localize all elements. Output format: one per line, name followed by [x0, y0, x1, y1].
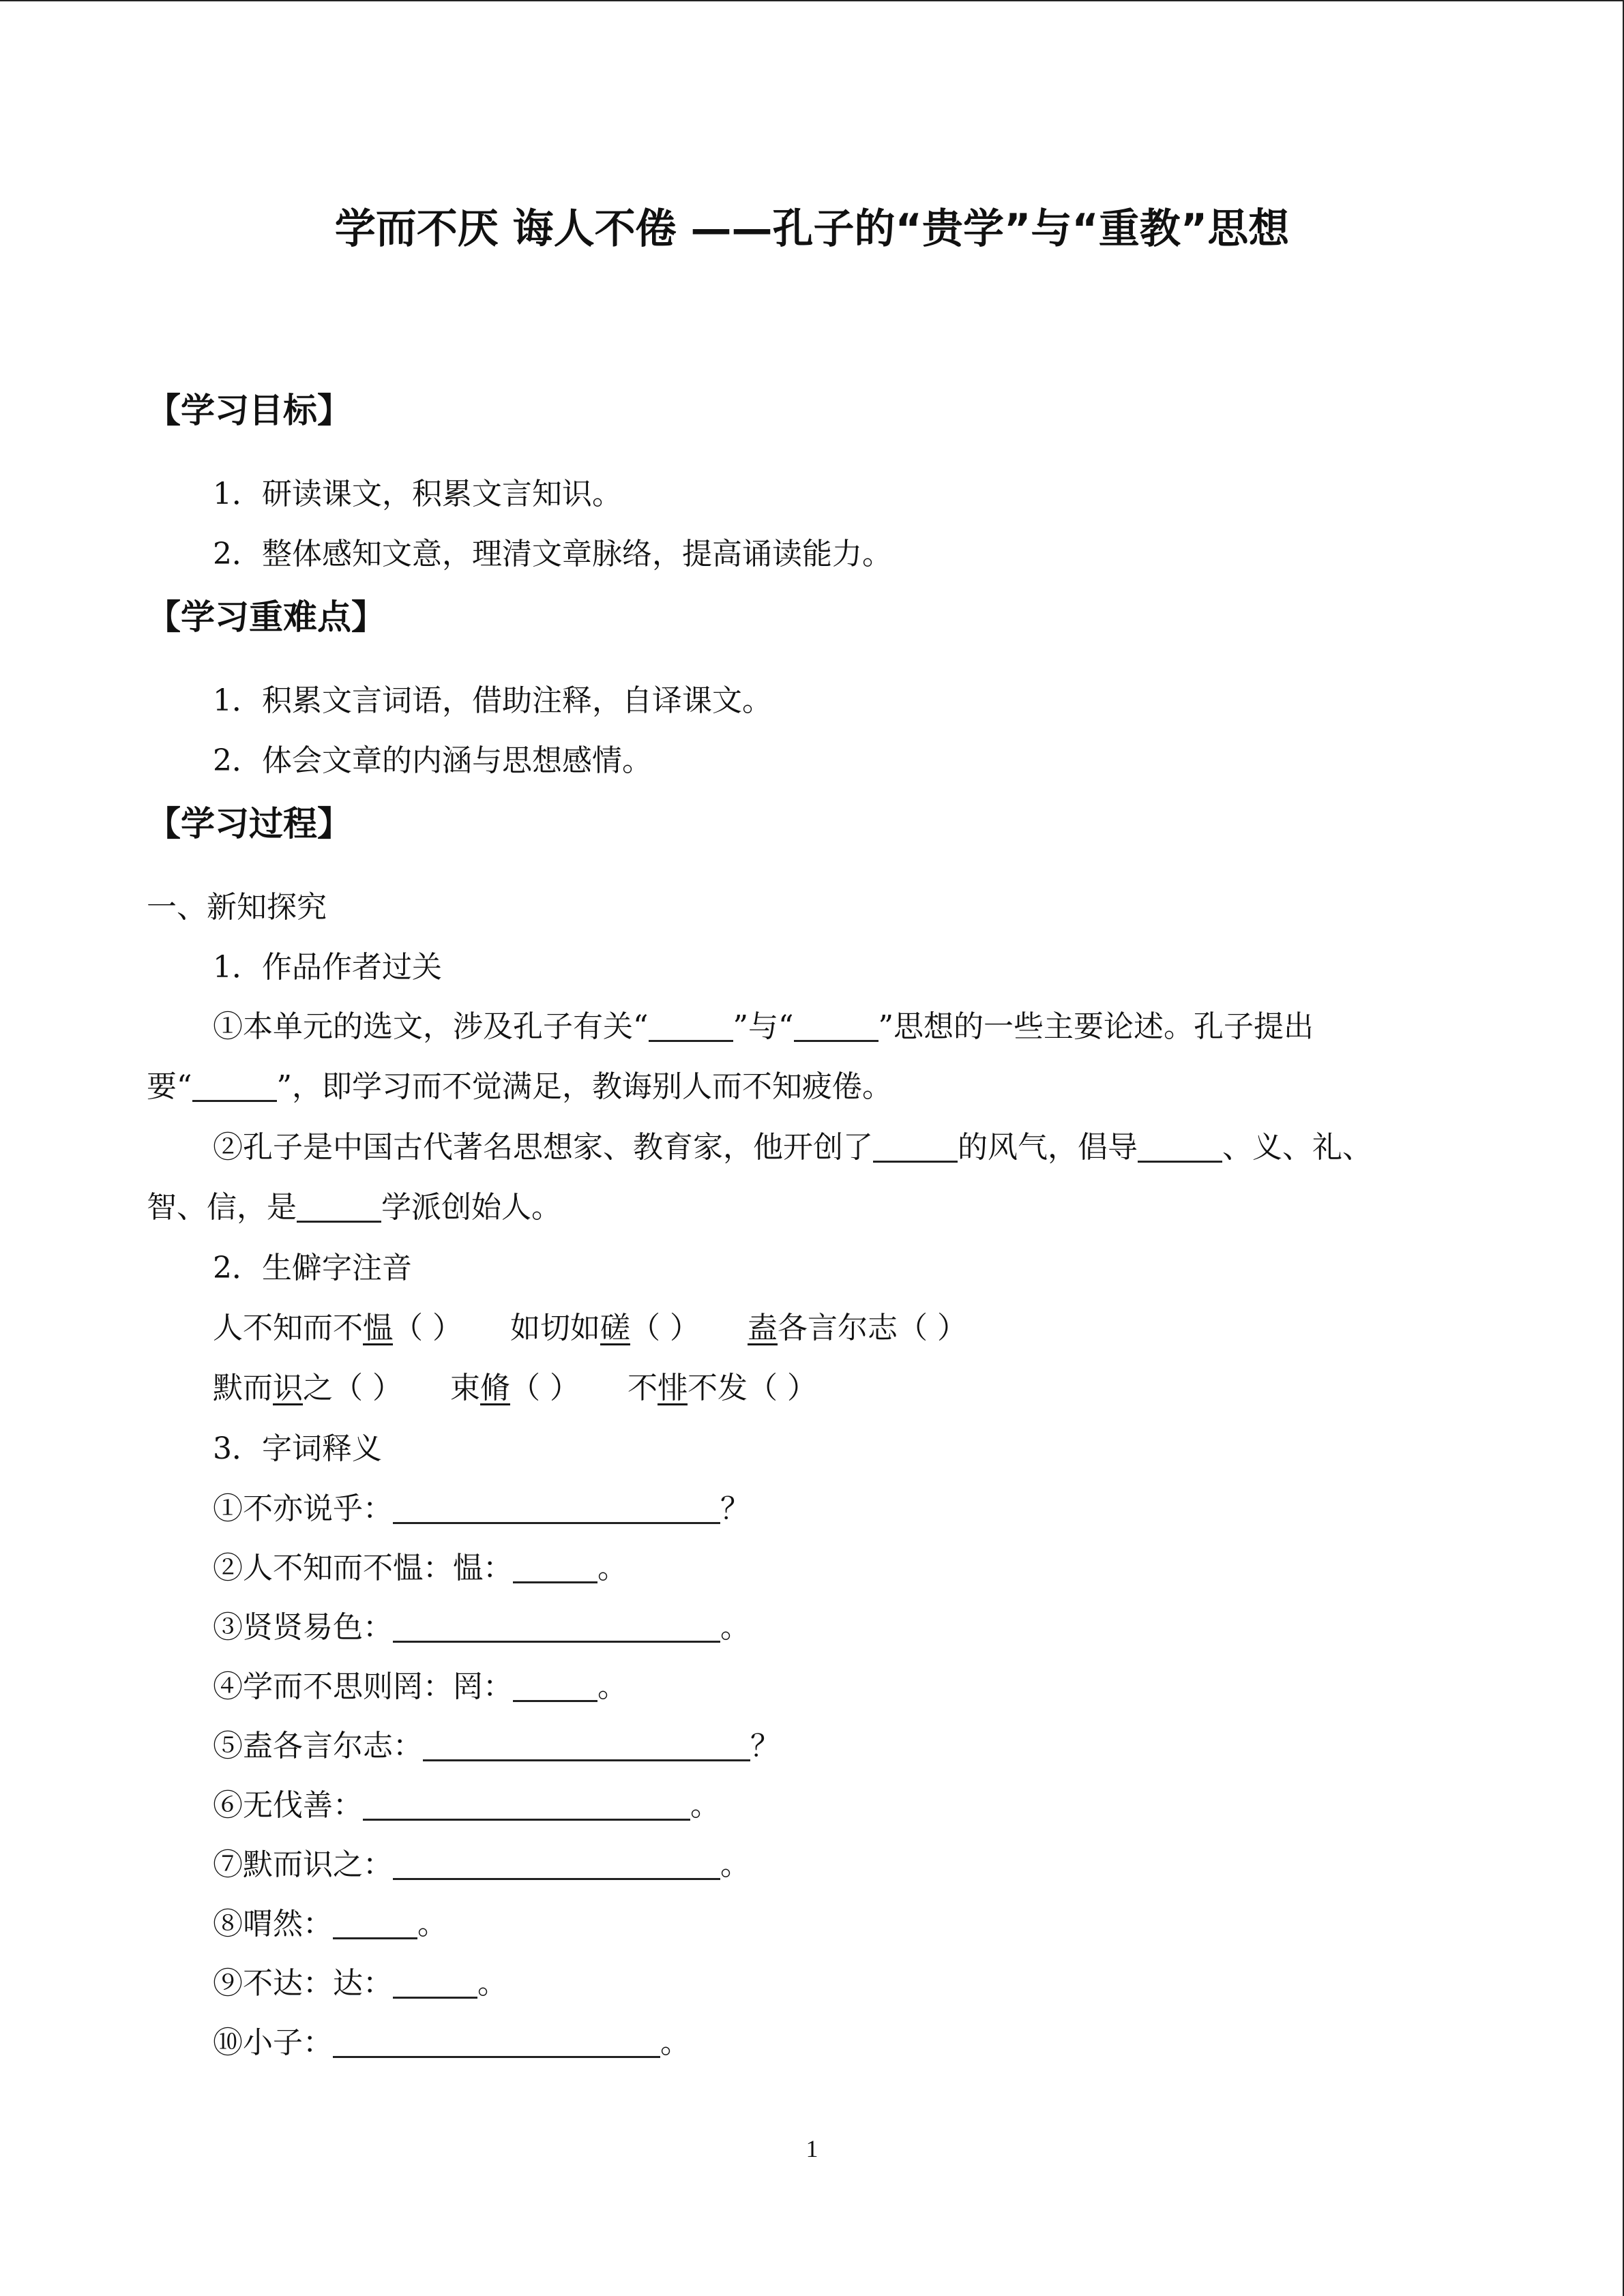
fill-blank[interactable] [363, 1789, 690, 1821]
vocabulary-punctuation: 。 [720, 1610, 750, 1645]
vocabulary-item [213, 1905, 447, 1943]
vocabulary-item [213, 1668, 628, 1705]
heading-keypoints: 【学习重难点】 [147, 597, 385, 637]
fill-blank[interactable] [513, 1551, 597, 1583]
fill-blank[interactable] [333, 2026, 660, 2058]
vocabulary-punctuation: ？ [720, 1491, 750, 1526]
goal-item-1: 1．研读课文，积累文言知识。 [213, 477, 622, 511]
fill-blank[interactable] [297, 1191, 381, 1223]
page-border-top [0, 0, 1624, 1]
fill-blank[interactable] [393, 1967, 477, 1999]
vocabulary-term: ②人不知而不愠：愠： [213, 1551, 513, 1585]
fill-blank[interactable] [1138, 1131, 1222, 1163]
fill-blank[interactable] [393, 1848, 720, 1880]
vocabulary-item [213, 2024, 690, 2061]
part-one-heading: 一、新知探究 [147, 890, 327, 925]
vocabulary-punctuation: 。 [690, 1788, 720, 1823]
heading-process: 【学习过程】 [147, 804, 351, 844]
fill-blank[interactable] [423, 1729, 750, 1761]
vocabulary-punctuation: 。 [720, 1847, 750, 1882]
keypoint-item-2: 2．体会文章的内涵与思想感情。 [213, 743, 652, 778]
fill-blank[interactable] [333, 1907, 417, 1939]
pronunciation-item[interactable]: 人不知而不愠（ ） [213, 1311, 462, 1345]
vocabulary-item [213, 1727, 780, 1765]
subsection-vocabulary: 3．字词释义 [213, 1431, 382, 1466]
fill-blank[interactable] [873, 1131, 958, 1163]
fill-blank[interactable] [192, 1070, 277, 1102]
pronunciation-item[interactable]: 束脩（ ） [450, 1371, 580, 1405]
vocabulary-term: ⑩小子： [213, 2025, 333, 2060]
vocabulary-item [213, 1846, 750, 1883]
vocabulary-term: ⑨不达：达： [213, 1966, 393, 2001]
paragraph-1-line-1: ①本单元的选文，涉及孔子有关“ ”与“ ”思想的一些主要论述。孔子提出 [213, 1009, 1314, 1044]
vocabulary-item [213, 1965, 507, 2002]
subsection-pronunciation: 2．生僻字注音 [213, 1251, 412, 1285]
vocabulary-item [213, 1787, 720, 1824]
fill-blank[interactable] [393, 1492, 720, 1524]
paragraph-2-line-1: ②孔子是中国古代著名思想家、教育家，他开创了 的风气，倡导 、义、礼、 [213, 1130, 1372, 1165]
goal-item-2: 2．整体感知文意，理清文章脉络，提高诵读能力。 [213, 537, 892, 571]
pronunciation-row-1 [213, 1309, 967, 1347]
vocabulary-term: ⑧喟然： [213, 1907, 333, 1941]
document-title: 学而不厌 诲人不倦 ——孔子的“贵学”与“重教”思想 [334, 205, 1290, 253]
paragraph-1-line-2: 要“ ”，即学习而不觉满足，教诲别人而不知疲倦。 [147, 1069, 892, 1104]
page-number: 1 [806, 2135, 818, 2162]
fill-blank[interactable] [794, 1010, 879, 1042]
vocabulary-punctuation: 。 [477, 1966, 507, 2001]
fill-blank[interactable] [393, 1611, 720, 1643]
vocabulary-term: ③贤贤易色： [213, 1610, 393, 1645]
vocabulary-punctuation: ？ [750, 1729, 780, 1763]
paragraph-2-line-2: 智、信，是 学派创始人。 [147, 1190, 561, 1225]
vocabulary-item [213, 1609, 750, 1646]
vocabulary-item [213, 1490, 750, 1527]
fill-blank[interactable] [649, 1010, 733, 1042]
pronunciation-item[interactable]: 盍各言尔志（ ） [748, 1311, 967, 1345]
vocabulary-punctuation: 。 [417, 1907, 447, 1941]
vocabulary-punctuation: 。 [597, 1551, 628, 1585]
vocabulary-term: ④学而不思则罔：罔： [213, 1669, 513, 1704]
subsection-author: 1．作品作者过关 [213, 950, 442, 985]
vocabulary-item [213, 1549, 628, 1587]
vocabulary-term: ⑦默而识之： [213, 1847, 393, 1882]
vocabulary-term: ①不亦说乎： [213, 1491, 393, 1526]
fill-blank[interactable] [513, 1670, 597, 1702]
vocabulary-term: ⑤盍各言尔志： [213, 1729, 423, 1763]
keypoint-item-1: 1．积累文言词语，借助注释，自译课文。 [213, 683, 772, 718]
pronunciation-item[interactable]: 如切如磋（ ） [510, 1311, 700, 1345]
heading-goals: 【学习目标】 [147, 391, 351, 430]
vocabulary-term: ⑥无伐善： [213, 1788, 363, 1823]
vocabulary-punctuation: 。 [660, 2025, 690, 2060]
pronunciation-row-2 [213, 1369, 817, 1407]
vocabulary-punctuation: 。 [597, 1669, 628, 1704]
pronunciation-item[interactable]: 不悱不发（ ） [628, 1371, 817, 1405]
pronunciation-item[interactable]: 默而识之（ ） [213, 1371, 402, 1405]
